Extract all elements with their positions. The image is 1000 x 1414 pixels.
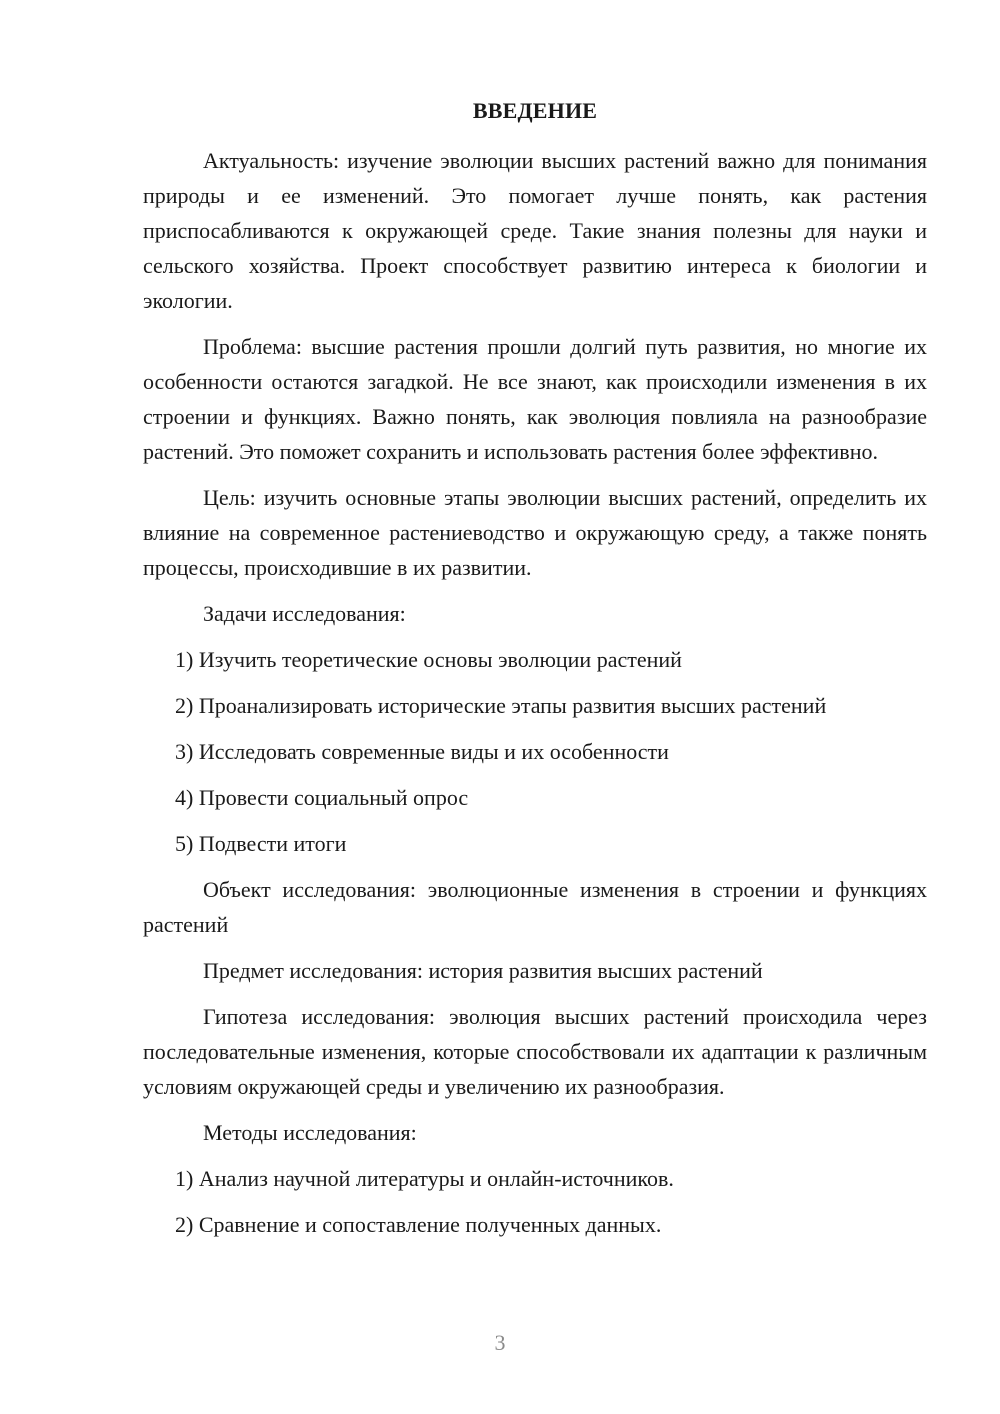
page-number: 3 <box>494 1330 506 1355</box>
object-paragraph: Объект исследования: эволюционные изменения в строении и функциях растений <box>143 877 927 937</box>
section-heading: ВВЕДЕНИЕ <box>472 98 598 123</box>
document-page <box>143 96 927 1253</box>
method-item: 2) Сравнение и сопоставление полученных данных. <box>175 1212 662 1237</box>
tasks-list <box>143 642 927 861</box>
goal-paragraph: Цель: изучить основные этапы эволюции высших растений, определить их влияние на современное растениеводство и окружающую среду, а также понять процессы, происходившие в их развитии. <box>143 485 927 580</box>
methods-label: Методы исследования: <box>203 1120 417 1145</box>
task-item: 3) Исследовать современные виды и их особенности <box>175 739 669 764</box>
tasks-label: Задачи исследования: <box>203 601 406 626</box>
method-item: 1) Анализ научной литературы и онлайн-источников. <box>175 1166 674 1191</box>
relevance-paragraph: Актуальность: изучение эволюции высших растений важно для понимания природы и ее изменений. Это помогает лучше понять, как растения приспосабливаются к окружающей среде. Такие знания полезны для науки и сельского хозяйства. Проект способствует развитию интереса к биологии и экологии. <box>143 148 927 313</box>
task-item: 2) Проанализировать исторические этапы развития высших растений <box>175 693 827 718</box>
subject-paragraph: Предмет исследования: история развития высших растений <box>203 958 763 983</box>
task-item: 5) Подвести итоги <box>175 831 347 856</box>
problem-paragraph: Проблема: высшие растения прошли долгий путь развития, но многие их особенности остаются загадкой. Не все знают, как происходили изменения в их строении и функциях. Важно понять, как эволюция повлияла на разнообразие растений. Это поможет сохранить и использовать растения более эффективно. <box>143 334 927 464</box>
task-item: 1) Изучить теоретические основы эволюции растений <box>175 647 682 672</box>
methods-list <box>143 1161 927 1242</box>
task-item: 4) Провести социальный опрос <box>175 785 469 810</box>
hypothesis-paragraph: Гипотеза исследования: эволюция высших растений происходила через последовательные изменения, которые способствовали их адаптации к различным условиям окружающей среды и увеличению их разнообразия. <box>143 1004 927 1099</box>
